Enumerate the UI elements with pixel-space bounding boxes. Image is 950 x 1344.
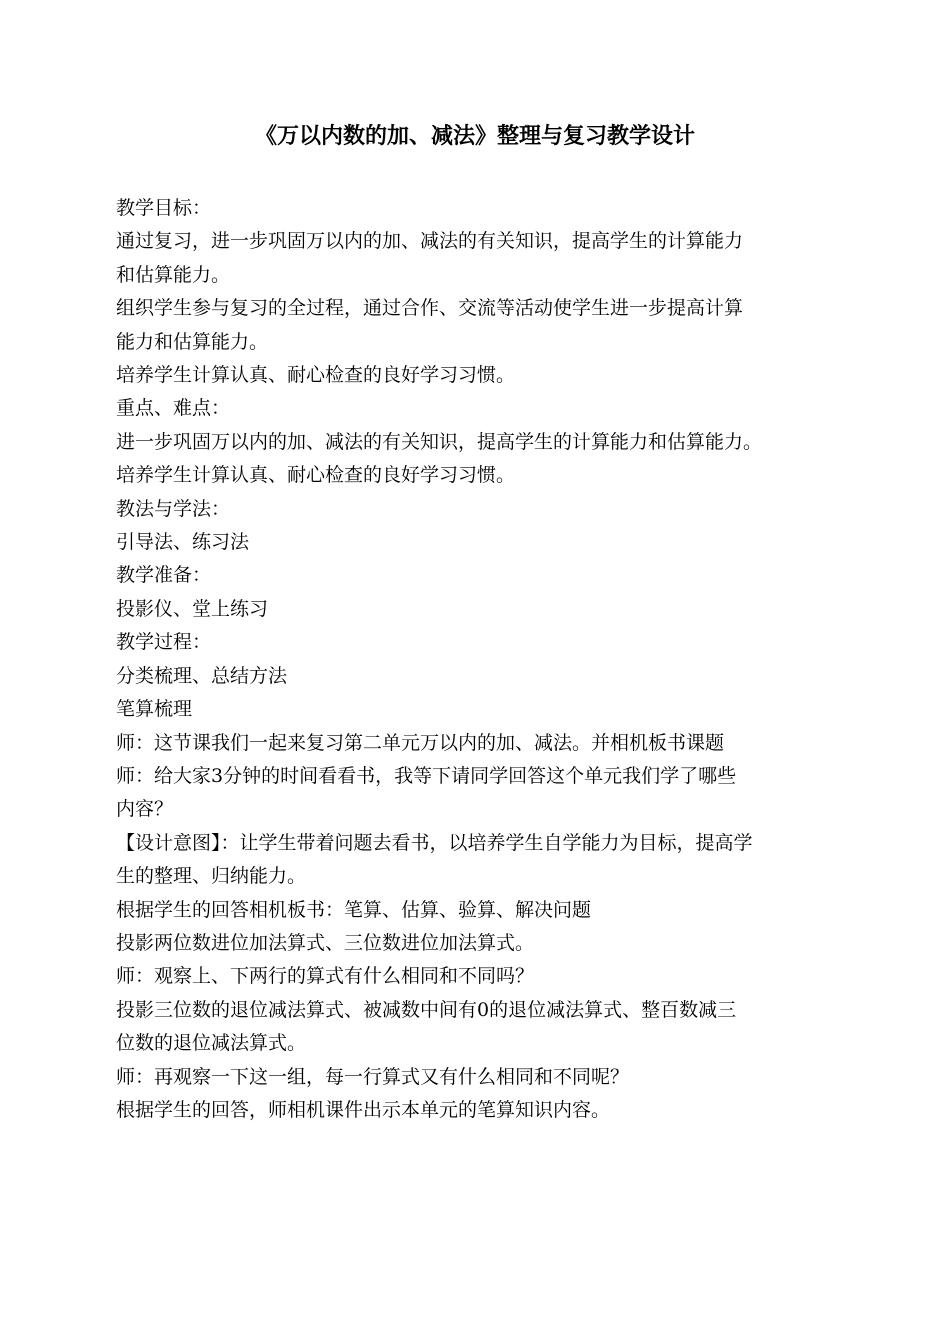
document-body (116, 192, 846, 1127)
text-line: 根据学生的回答相机板书：笔算、估算、验算、解决问题 (116, 898, 592, 921)
text-line: 通过复习，进一步巩固万以内的加、减法的有关知识，提高学生的计算能力 (116, 230, 744, 253)
text-line: 和估算能力。 (116, 263, 231, 286)
text-line: 师：再观察一下这一组，每一行算式又有什么相同和不同呢？ (116, 1065, 630, 1088)
text-line: 投影三位数的退位减法算式、被减数中间有0的退位减法算式、整百数减三 (116, 998, 737, 1021)
text-line: 进一步巩固万以内的加、减法的有关知识，提高学生的计算能力和估算能力。 (116, 430, 763, 453)
text-line: 【设计意图】：让学生带着问题去看书，以培养学生自学能力为目标，提高学 (116, 831, 753, 854)
text-line: 投影两位数进位加法算式、三位数进位加法算式。 (116, 931, 535, 954)
text-line: 组织学生参与复习的全过程，通过合作、交流等活动使学生进一步提高计算 (116, 297, 744, 320)
text-line: 培养学生计算认真、耐心检查的良好学习习惯。 (116, 464, 516, 487)
text-line: 引导法、练习法 (116, 531, 250, 554)
text-line: 重点、难点： (116, 397, 231, 420)
text-line: 生的整理、归纳能力。 (116, 865, 307, 888)
text-line: 教学过程： (116, 631, 212, 654)
document-title: 《万以内数的加、减法》整理与复习教学设计 (254, 123, 695, 149)
text-line: 师：给大家3分钟的时间看看书，我等下请同学回答这个单元我们学了哪些 (116, 764, 737, 787)
text-line: 能力和估算能力。 (116, 330, 269, 353)
text-line: 师：这节课我们一起来复习第二单元万以内的加、减法。并相机板书课题 (116, 731, 725, 754)
text-line: 根据学生的回答，师相机课件出示本单元的笔算知识内容。 (116, 1098, 611, 1121)
text-line: 教法与学法： (116, 497, 231, 520)
text-line: 投影仪、堂上练习 (116, 597, 269, 620)
text-line: 笔算梳理 (116, 698, 193, 721)
text-line: 分类梳理、总结方法 (116, 664, 288, 687)
text-line: 培养学生计算认真、耐心检查的良好学习习惯。 (116, 364, 516, 387)
text-line: 师：观察上、下两行的算式有什么相同和不同吗？ (116, 965, 535, 988)
text-line: 教学准备： (116, 564, 212, 587)
text-line: 位数的退位减法算式。 (116, 1032, 307, 1055)
text-line: 内容？ (116, 798, 174, 821)
text-line: 教学目标： (116, 197, 212, 219)
